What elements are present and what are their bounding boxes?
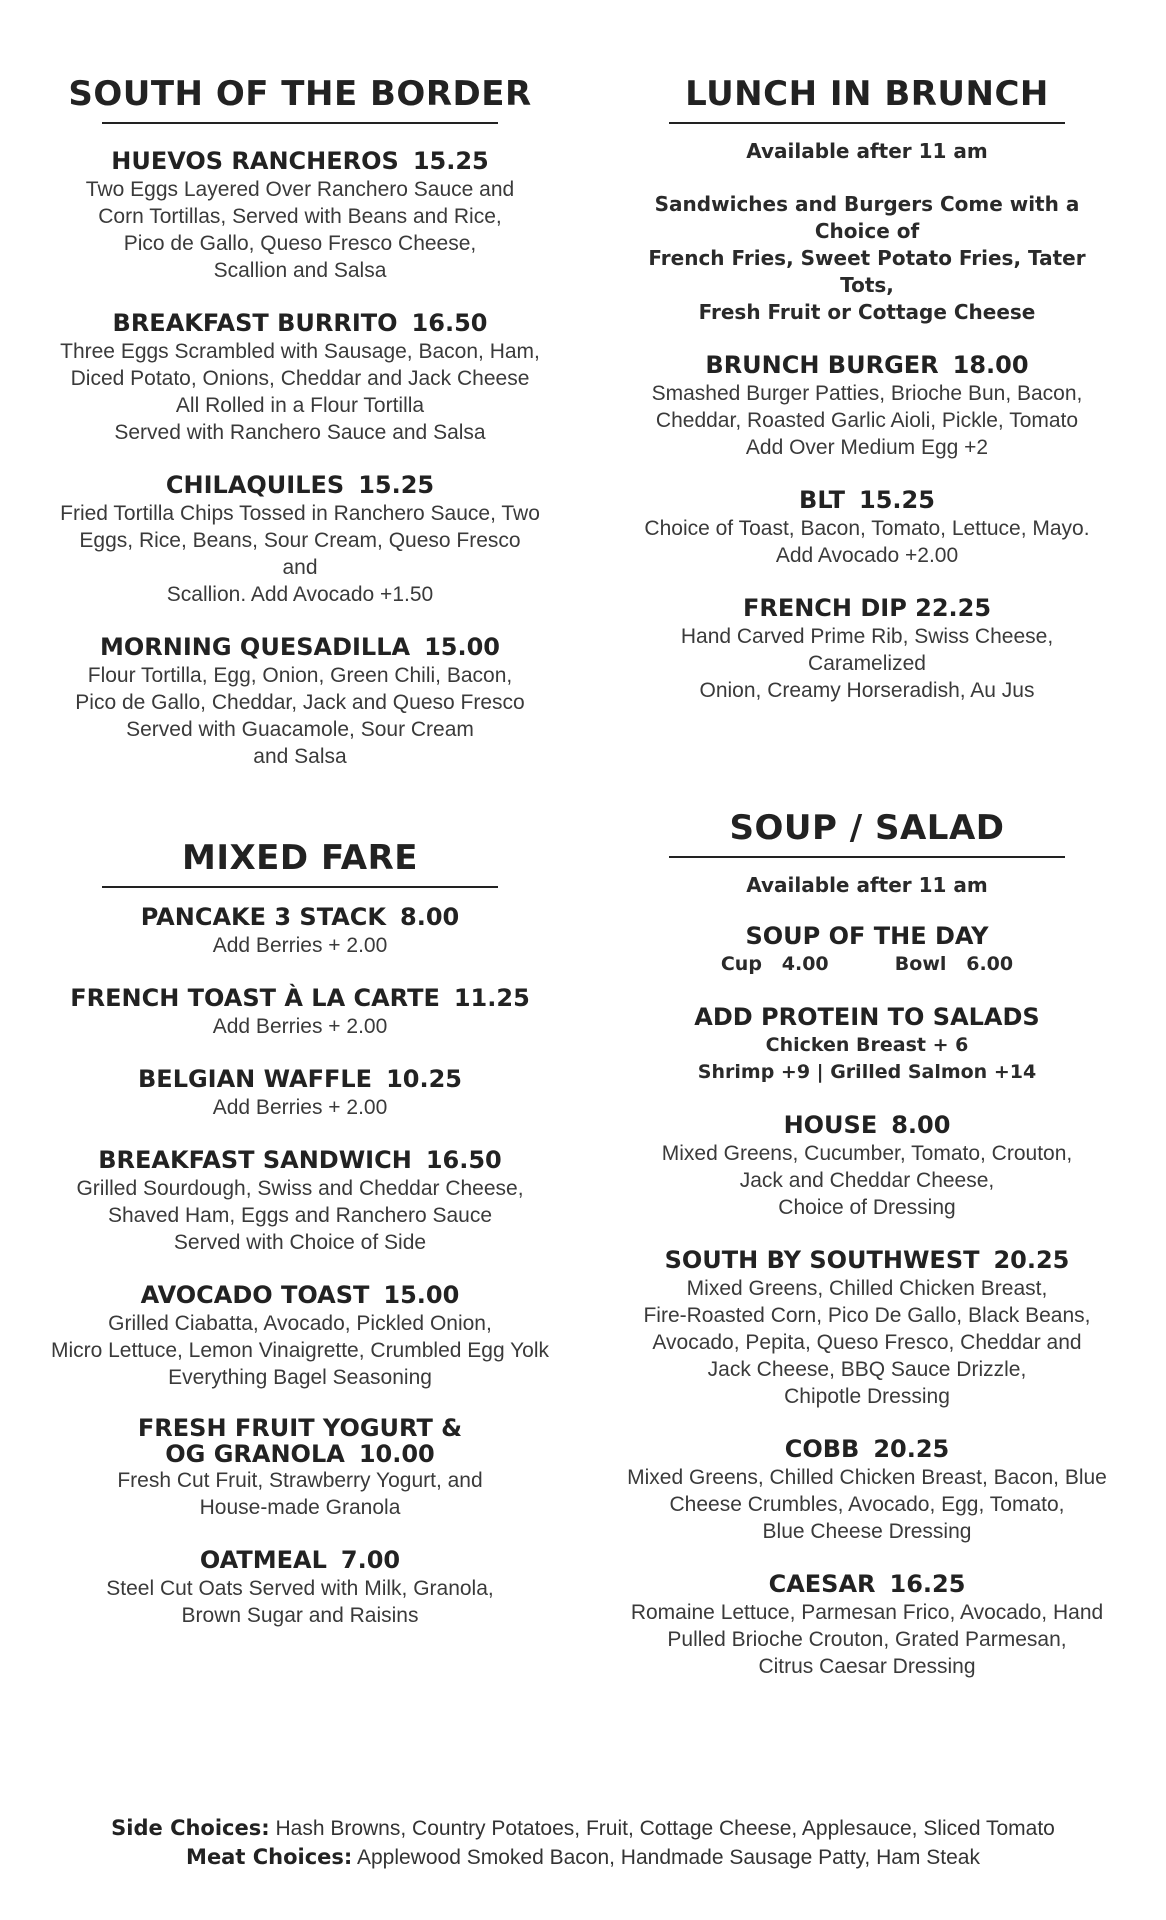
menu-item-caesar: [627, 1569, 1107, 1680]
menu-item-brunch-burger: [627, 350, 1107, 461]
menu-item-morning-quesadilla: [60, 632, 540, 770]
item-price: 8.00: [400, 903, 460, 931]
menu-item-south-by-southwest: [627, 1245, 1107, 1410]
item-price: 16.50: [425, 1146, 502, 1174]
soup-prices: Cup 4.00 Bowl 6.00: [720, 953, 1014, 975]
menu-item-pancake-stack: [60, 902, 540, 959]
item-price: 11.25: [453, 984, 530, 1012]
meat-choices-label: Meat Choices:: [186, 1845, 353, 1869]
title-divider: [102, 122, 498, 124]
item-price: 10.25: [386, 1065, 462, 1093]
side-choices: [0, 1814, 1166, 1843]
menu-item-fruit-yogurt-granola: [60, 1415, 540, 1521]
item-name: FRESH FRUIT YOGURT &: [137, 1414, 463, 1442]
side-choices-text: Hash Browns, Country Potatoes, Fruit, Cottage Cheese, Applesauce, Sliced Tomato: [269, 1817, 1055, 1840]
section-title: MIXED FARE: [181, 838, 419, 878]
item-name: CHILAQUILES: [165, 471, 345, 499]
protein-option: Chicken Breast + 6: [765, 1034, 969, 1056]
section-title: LUNCH IN BRUNCH: [685, 74, 1049, 114]
menu-item-belgian-waffle: [60, 1064, 540, 1121]
item-name: FRENCH DIP 22.25: [742, 594, 992, 622]
menu-item-chilaquiles: [60, 470, 540, 608]
item-name: CAESAR: [768, 1570, 876, 1598]
item-description: Grilled Sourdough, Swiss and Cheddar Cheese, Shaved Ham, Eggs and Ranchero Sauce Served with Choice of Side: [76, 1177, 524, 1254]
menu-item-avocado-toast: [50, 1280, 550, 1391]
item-name: SOUTH BY SOUTHWEST: [664, 1246, 980, 1274]
item-description: Add Berries + 2.00: [212, 934, 388, 957]
item-description: Mixed Greens, Chilled Chicken Breast, Fire-Roasted Corn, Pico De Gallo, Black Beans, Avocado, Pepita, Queso Fresco, Cheddar and Jack Cheese, BBQ Sauce Drizzle, Chipotle Dressing: [643, 1277, 1091, 1408]
item-price: 18.00: [952, 351, 1029, 379]
title-divider: [102, 886, 498, 888]
section-soup-salad: [627, 806, 1107, 1704]
availability-note: Available after 11 am: [746, 873, 988, 897]
item-name: AVOCADO TOAST: [140, 1281, 370, 1309]
item-name: FRENCH TOAST À LA CARTE: [70, 984, 440, 1012]
item-name: SOUP OF THE DAY: [745, 922, 989, 950]
item-price: 7.00: [340, 1546, 401, 1574]
item-description: Choice of Toast, Bacon, Tomato, Lettuce, Mayo. Add Avocado +2.00: [644, 517, 1090, 567]
item-name: PANCAKE 3 STACK: [140, 903, 386, 931]
item-price: 15.25: [859, 486, 935, 514]
item-price: 16.25: [889, 1570, 966, 1598]
menu-item-cobb: [627, 1434, 1107, 1545]
meat-choices: [0, 1843, 1166, 1872]
section-title: SOUP / SALAD: [729, 808, 1005, 848]
item-description: Steel Cut Oats Served with Milk, Granola, Brown Sugar and Raisins: [106, 1577, 494, 1627]
menu-item-huevos-rancheros: [60, 146, 540, 284]
section-lunch-in-brunch: [627, 72, 1107, 728]
side-choices-label: Side Choices:: [111, 1816, 270, 1840]
menu-item-breakfast-sandwich: [60, 1145, 540, 1256]
item-price: 15.25: [412, 147, 489, 175]
item-name: BREAKFAST SANDWICH: [98, 1146, 412, 1174]
choices-footer: [0, 1814, 1166, 1872]
item-price: 10.00: [358, 1440, 435, 1468]
sides-intro: Sandwiches and Burgers Come with a Choice of French Fries, Sweet Potato Fries, Tater Tots, Fresh Fruit or Cottage Cheese: [648, 192, 1086, 324]
menu-item-french-toast: [60, 983, 540, 1040]
item-description: Add Berries + 2.00: [212, 1096, 388, 1119]
menu-item-blt: [627, 485, 1107, 569]
menu-item-soup-of-the-day: [627, 921, 1107, 978]
item-price: 20.25: [993, 1246, 1070, 1274]
menu-item-house-salad: [627, 1110, 1107, 1221]
item-description: Three Eggs Scrambled with Sausage, Bacon, Ham, Diced Potato, Onions, Cheddar and Jack Cheese All Rolled in a Flour Tortilla Served with Ranchero Sauce and Salsa: [60, 340, 540, 444]
item-name: BRUNCH BURGER: [705, 351, 939, 379]
item-description: Two Eggs Layered Over Ranchero Sauce and Corn Tortillas, Served with Beans and Rice, Pico de Gallo, Queso Fresco Cheese, Scallion and Salsa: [85, 178, 515, 282]
menu-item-oatmeal: [60, 1545, 540, 1629]
availability-note: Available after 11 am: [746, 139, 988, 163]
item-price: 15.00: [383, 1281, 460, 1309]
item-price: 15.00: [424, 633, 500, 661]
item-price: 20.25: [873, 1435, 950, 1463]
menu-item-breakfast-burrito: [60, 308, 540, 446]
section-title: SOUTH OF THE BORDER: [68, 74, 532, 114]
item-name: ADD PROTEIN TO SALADS: [694, 1003, 1040, 1031]
title-divider: [669, 122, 1065, 124]
title-divider: [669, 856, 1065, 858]
item-name-line2: OG GRANOLA: [165, 1440, 345, 1468]
item-description: Fried Tortilla Chips Tossed in Ranchero Sauce, Two Eggs, Rice, Beans, Sour Cream, Queso Fresco and Scallion. Add Avocado +1.50: [60, 502, 540, 606]
item-name: MORNING QUESADILLA: [100, 633, 411, 661]
protein-option: Shrimp +9 | Grilled Salmon +14: [697, 1061, 1037, 1083]
item-description: Romaine Lettuce, Parmesan Frico, Avocado, Hand Pulled Brioche Crouton, Grated Parmesan, Citrus Caesar Dressing: [630, 1601, 1104, 1678]
item-name: COBB: [784, 1435, 860, 1463]
item-description: Fresh Cut Fruit, Strawberry Yogurt, and House-made Granola: [117, 1469, 483, 1519]
menu-item-french-dip: [627, 593, 1107, 704]
menu-item-add-protein: [627, 1002, 1107, 1086]
item-price: 15.25: [358, 471, 435, 499]
item-price: 16.50: [411, 309, 488, 337]
item-description: Grilled Ciabatta, Avocado, Pickled Onion, Micro Lettuce, Lemon Vinaigrette, Crumbled Egg Yolk Everything Bagel Seasoning: [50, 1312, 550, 1389]
item-description: Hand Carved Prime Rib, Swiss Cheese, Caramelized Onion, Creamy Horseradish, Au Jus: [680, 625, 1054, 702]
item-description: Mixed Greens, Chilled Chicken Breast, Bacon, Blue Cheese Crumbles, Avocado, Egg, Tomato, Blue Cheese Dressing: [627, 1466, 1107, 1543]
meat-choices-text: Applewood Smoked Bacon, Handmade Sausage Patty, Ham Steak: [352, 1846, 980, 1869]
item-description: Mixed Greens, Cucumber, Tomato, Crouton, Jack and Cheddar Cheese, Choice of Dressing: [661, 1142, 1073, 1219]
item-description: Add Berries + 2.00: [212, 1015, 388, 1038]
item-description: Smashed Burger Patties, Brioche Bun, Bacon, Cheddar, Roasted Garlic Aioli, Pickle, Tomato Add Over Medium Egg +2: [651, 382, 1083, 459]
item-name: BLT: [799, 486, 846, 514]
item-name: BELGIAN WAFFLE: [138, 1065, 373, 1093]
item-price: 8.00: [891, 1111, 951, 1139]
item-name: HUEVOS RANCHEROS: [111, 147, 399, 175]
section-mixed-fare: [50, 836, 550, 1653]
item-name: OATMEAL: [199, 1546, 327, 1574]
item-name: HOUSE: [783, 1111, 878, 1139]
item-description: Flour Tortilla, Egg, Onion, Green Chili, Bacon, Pico de Gallo, Cheddar, Jack and Queso Fresco Served with Guacamole, Sour Cream and Salsa: [75, 664, 525, 768]
section-south-of-the-border: [60, 72, 540, 794]
item-name: BREAKFAST BURRITO: [112, 309, 398, 337]
